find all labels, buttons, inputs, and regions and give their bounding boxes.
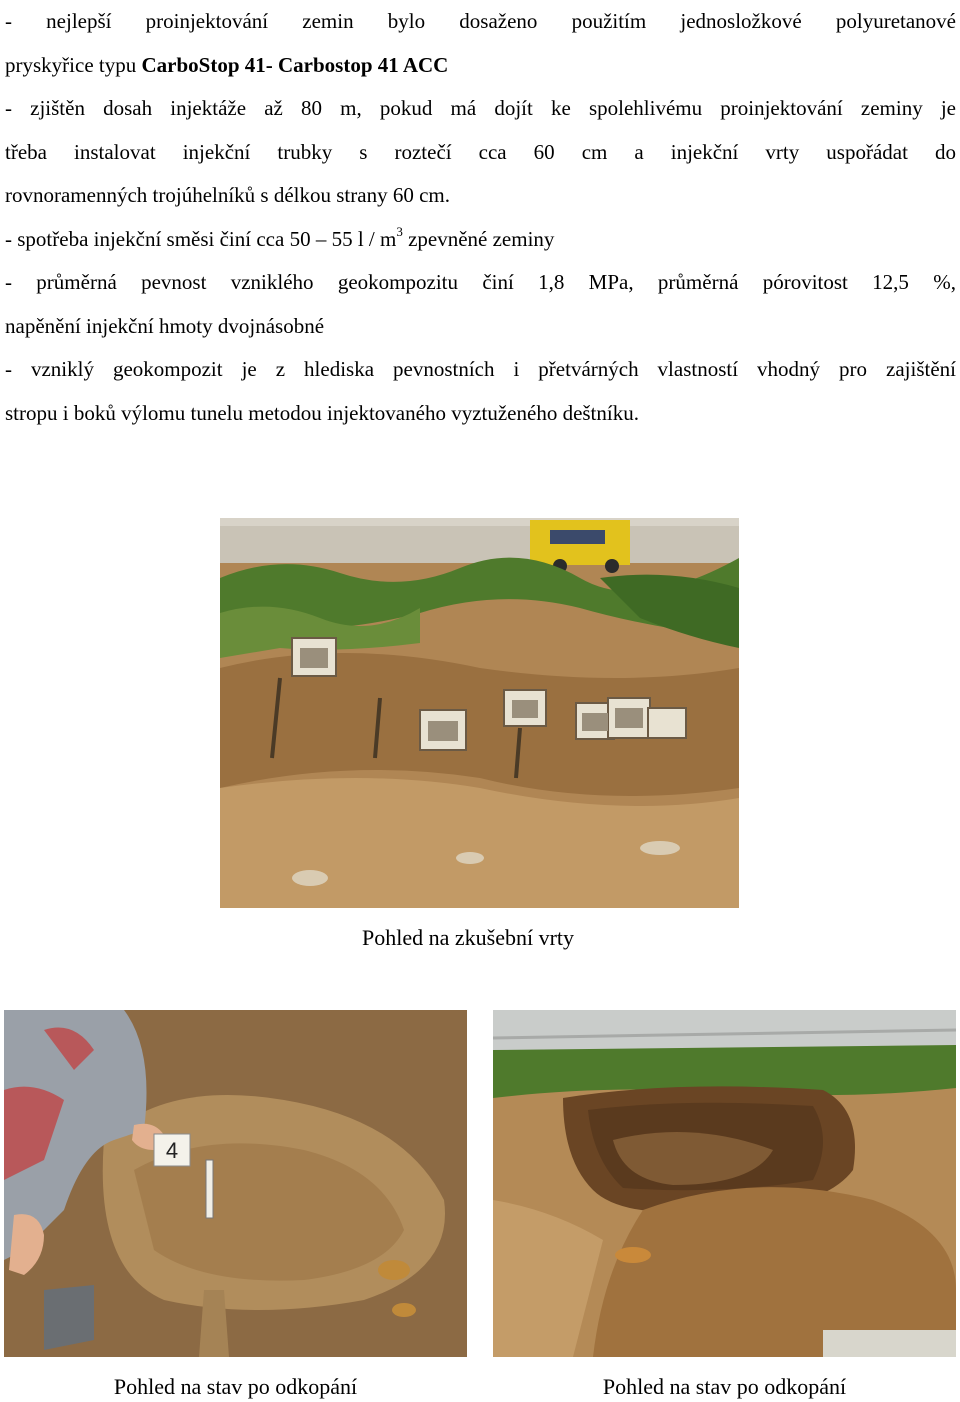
text-line: - vzniklý geokompozit je z hlediska pevnostních i přetvárných vlastností vhodný pro zajištění	[5, 357, 956, 381]
text-line: napěnění injekční hmoty dvojnásobné	[5, 313, 325, 338]
top-photo-caption: Pohled na zkušební vrty	[362, 925, 575, 950]
bottom-left-caption: Pohled na stav po odkopání	[113, 1374, 358, 1399]
body-text	[5, 0, 956, 435]
product-name: CarboStop 41- Carbostop 41 ACC	[141, 52, 449, 77]
text-line: - průměrná pevnost vzniklého geokompozitu činí 1,8 MPa, průměrná pórovitost 12,5 %,	[5, 270, 956, 294]
text-line: stropu i boků výlomu tunelu metodou injektovaného vyztuženého deštníku.	[5, 400, 639, 425]
text-line: rovnoramenných trojúhelníků s délkou strany 60 cm.	[5, 183, 450, 207]
excavated-state-photo-right	[493, 1010, 956, 1357]
text-line: třeba instalovat injekční trubky s roztečí cca 60 cm a injekční vrty uspořádat do	[5, 139, 956, 164]
excavated-state-photo-left	[4, 1010, 467, 1357]
text-line: - nejlepší proinjektování zemin bylo dosaženo použitím jednosložkové polyuretanové	[5, 9, 956, 33]
superscript: 3	[396, 223, 403, 239]
test-boreholes-photo	[220, 518, 739, 908]
label-card-number: 4	[165, 1138, 179, 1163]
text-span: - spotřeba injekční směsi činí cca 50 – 55 l / m	[5, 226, 397, 251]
text-line	[5, 44, 956, 88]
bottom-right-caption: Pohled na stav po odkopání	[602, 1374, 847, 1399]
text-span: zpevněné zeminy	[402, 226, 555, 251]
text-line	[5, 218, 956, 262]
text-line: - zjištěn dosah injektáže až 80 m, pokud má dojít ke spolehlivému proinjektování zeminy je	[5, 96, 956, 120]
text-span: pryskyřice typu	[5, 52, 142, 77]
